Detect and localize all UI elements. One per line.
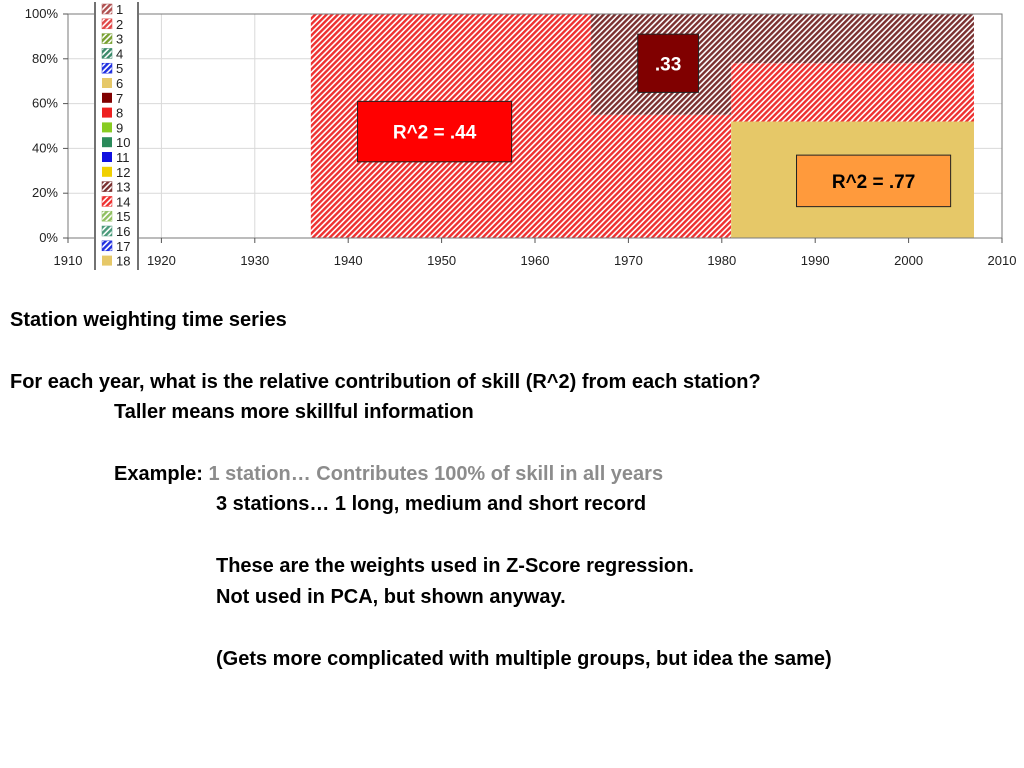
legend-swatch-2	[102, 19, 112, 29]
legend-label-7: 7	[116, 90, 124, 106]
x-tick-label: 2000	[894, 253, 924, 268]
legend-label-1: 1	[116, 2, 124, 17]
legend-label-2: 2	[116, 16, 124, 32]
legend-label-16: 16	[116, 224, 131, 239]
legend-swatch-12	[102, 167, 112, 177]
legend-label-9: 9	[116, 120, 124, 136]
legend-label-17: 17	[116, 238, 131, 254]
example-one-station: 1 station… Contributes 100% of skill in all years	[208, 463, 664, 485]
x-tick-label: 1930	[240, 253, 270, 268]
notes-groups: (Gets more complicated with multiple groups, but idea the same)	[216, 648, 832, 670]
legend-label-14: 14	[116, 194, 131, 210]
annotation-label: R^2 = .44	[392, 122, 477, 144]
legend-swatch-4	[102, 48, 112, 58]
x-tick-label: 1950	[427, 253, 457, 268]
x-tick-label: 1960	[520, 253, 550, 268]
legend-label-10: 10	[116, 135, 131, 151]
x-tick-label: 1970	[613, 253, 643, 268]
x-tick-label: 1980	[707, 253, 737, 268]
legend	[94, 2, 139, 270]
legend-label-6: 6	[116, 76, 124, 91]
legend-swatch-1	[102, 4, 112, 14]
legend-swatch-17	[102, 241, 112, 251]
legend-swatch-3	[102, 34, 112, 44]
x-tick-label: 1990	[800, 253, 830, 268]
y-tick-label: 100%	[24, 6, 58, 21]
legend-label-3: 3	[116, 31, 124, 47]
legend-label-4: 4	[116, 46, 124, 62]
legend-swatch-6	[102, 78, 112, 88]
legend-swatch-16	[102, 226, 112, 236]
notes-question: For each year, what is the relative contribution of skill (R^2) from each station?	[10, 371, 761, 393]
legend-label-13: 13	[116, 179, 131, 195]
station-weighting-chart	[0, 0, 1024, 290]
legend-swatch-13	[102, 182, 112, 192]
y-tick-label: 40%	[31, 140, 58, 156]
legend-swatch-18	[102, 256, 112, 266]
legend-label-8: 8	[116, 105, 124, 121]
notes-taller: Taller means more skillful information	[114, 401, 474, 423]
legend-label-5: 5	[116, 61, 124, 77]
legend-label-18: 18	[116, 253, 131, 269]
notes-pca: Not used in PCA, but shown anyway.	[216, 586, 566, 608]
annotation-label: .33	[654, 54, 682, 76]
area-station-13	[731, 14, 974, 63]
y-tick-label: 20%	[31, 185, 58, 201]
legend-label-11: 11	[116, 150, 130, 165]
legend-swatch-11	[102, 152, 112, 162]
area-station-14	[731, 63, 974, 121]
annotation-label: R^2 = .77	[831, 171, 916, 193]
legend-swatch-10	[102, 137, 112, 147]
x-tick-label: 1920	[146, 253, 176, 268]
legend-swatch-5	[102, 63, 112, 73]
notes-title: Station weighting time series	[10, 309, 287, 331]
legend-label-12: 12	[116, 164, 131, 180]
notes-three-stations: 3 stations… 1 long, medium and short record	[216, 493, 647, 515]
y-tick-label: 80%	[31, 50, 58, 66]
legend-swatch-9	[102, 122, 112, 132]
y-tick-label: 60%	[31, 95, 58, 111]
legend-swatch-14	[102, 196, 112, 206]
legend-swatch-8	[102, 108, 112, 118]
notes-example	[114, 463, 663, 486]
x-tick-label: 1910	[53, 253, 83, 268]
example-label: Example:	[114, 463, 203, 485]
x-tick-label: 2010	[987, 253, 1017, 268]
y-tick-label: 0%	[39, 230, 58, 245]
legend-swatch-15	[102, 211, 112, 221]
area-station-14	[591, 115, 731, 238]
legend-swatch-7	[102, 93, 112, 103]
legend-label-15: 15	[116, 209, 131, 225]
notes-weights: These are the weights used in Z-Score regression.	[216, 555, 694, 577]
x-tick-label: 1940	[333, 253, 363, 268]
